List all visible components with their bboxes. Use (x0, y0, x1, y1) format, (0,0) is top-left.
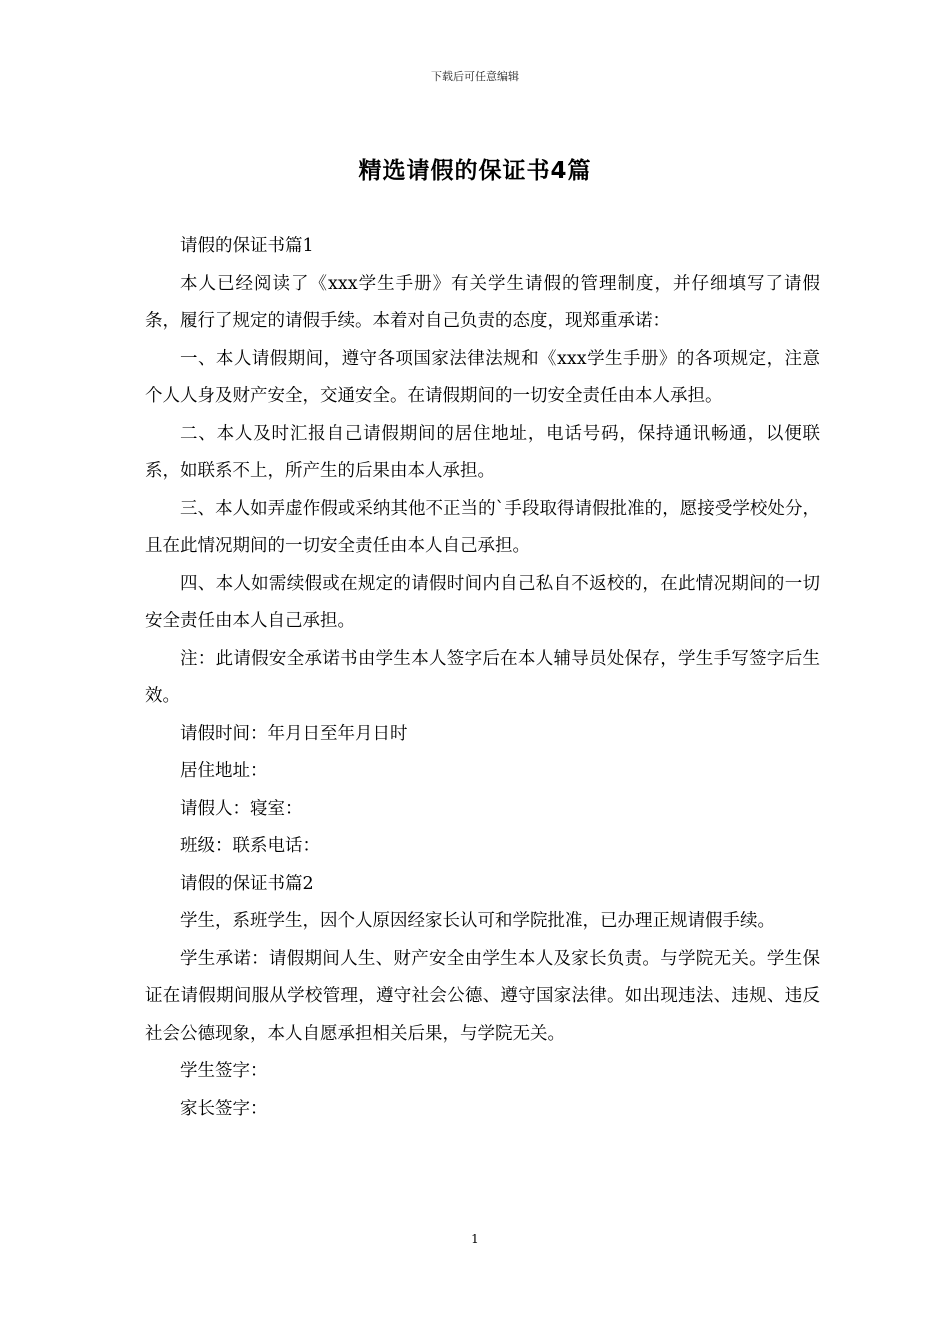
field-class-phone: 班级：联系电话： (180, 836, 320, 856)
document-body (145, 228, 820, 1128)
paragraph-item-2: 二、本人及时汇报自己请假期间的居住地址，电话号码，保持通讯畅通，以便联系，如联系不上，所产生的后果由本人承担。 (145, 423, 820, 481)
field-address: 居住地址： (180, 761, 268, 781)
document-title: 精选请假的保证书4篇 (358, 158, 592, 184)
section-heading-1: 请假的保证书篇1 (180, 236, 314, 256)
field-applicant-dorm: 请假人：寝室： (180, 798, 303, 819)
header-note: 下载后可任意编辑 (431, 70, 519, 83)
field-leave-time: 请假时间：年月日至年月日时 (180, 723, 408, 744)
paragraph-note: 注：此请假安全承诺书由学生本人签字后在本人辅导员处保存，学生手写签字后生效。 (145, 648, 820, 706)
paragraph-item-1: 一、本人请假期间，遵守各项国家法律法规和《xxx学生手册》的各项规定，注意个人人身及财产安全，交通安全。在请假期间的一切安全责任由本人承担。 (145, 348, 820, 406)
paragraph-item-3: 三、本人如弄虚作假或采纳其他不正当的`手段取得请假批准的，愿接受学校处分，且在此情况期间的一切安全责任由本人自己承担。 (145, 498, 820, 556)
field-student-signature: 学生签字： (180, 1061, 268, 1081)
field-parent-signature: 家长签字： (180, 1098, 268, 1119)
page-number: 1 (471, 1232, 479, 1246)
paragraph-commitment: 学生承诺：请假期间人生、财产安全由学生本人及家长负责。与学院无关。学生保证在请假期间服从学校管理，遵守社会公德、遵守国家法律。如出现违法、违规、违反社会公德现象，本人自愿承担相关后果，与学院无关。 (145, 948, 820, 1044)
paragraph-intro: 本人已经阅读了《xxx学生手册》有关学生请假的管理制度，并仔细填写了请假条，履行了规定的请假手续。本着对自己负责的态度，现郑重承诺： (145, 273, 820, 331)
paragraph-item-4: 四、本人如需续假或在规定的请假时间内自己私自不返校的，在此情况期间的一切安全责任由本人自己承担。 (145, 573, 820, 631)
section-heading-2: 请假的保证书篇2 (180, 873, 314, 894)
paragraph-student: 学生，系班学生，因个人原因经家长认可和学院批准，已办理正规请假手续。 (180, 911, 775, 931)
